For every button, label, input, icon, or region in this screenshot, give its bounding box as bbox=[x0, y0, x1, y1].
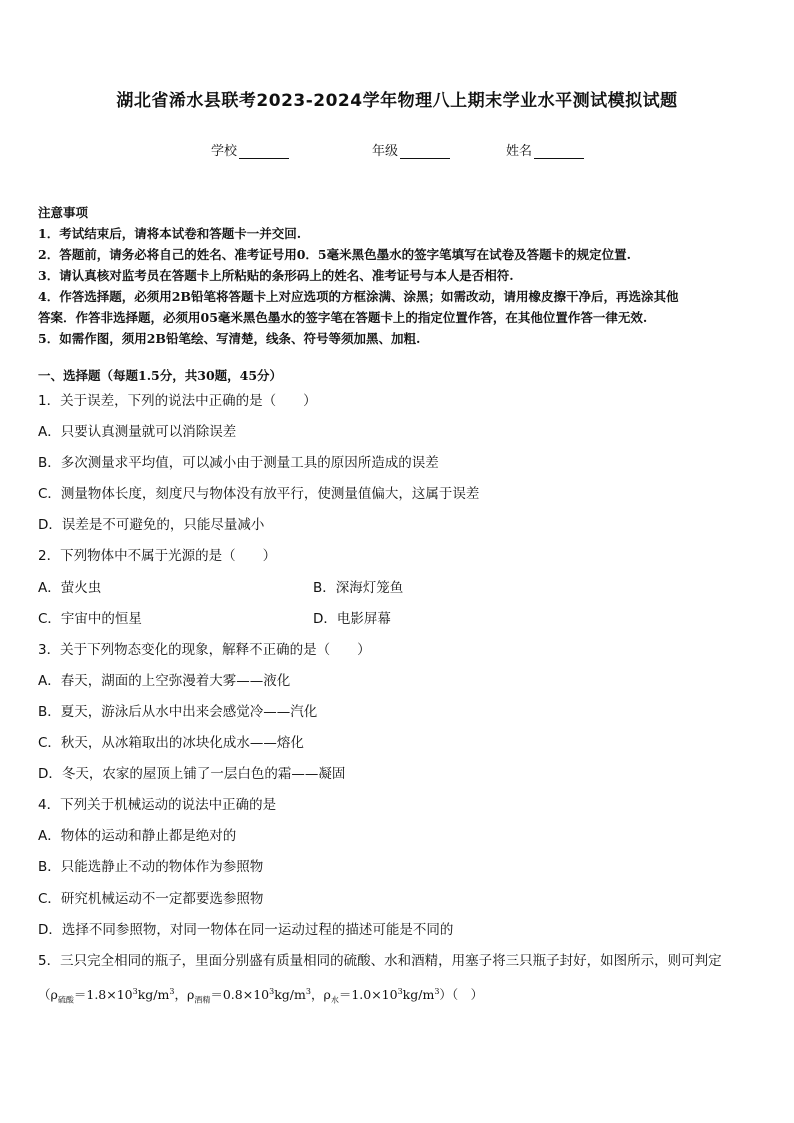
grade-label: 年级 bbox=[372, 144, 399, 159]
question-1-stem: 1．关于误差，下列的说法中正确的是（ ） bbox=[38, 393, 317, 409]
question-2-option-b: B．深海灯笼鱼 bbox=[313, 579, 404, 596]
question-1-option-a: A．只要认真测量就可以消除误差 bbox=[38, 424, 237, 441]
note-line: 3．请认真核对监考员在答题卡上所粘贴的条形码上的姓名、准考证号与本人是否相符. bbox=[38, 268, 514, 283]
question-3-option-a: A．春天，湖面的上空弥漫着大雾——液化 bbox=[38, 672, 291, 689]
question-2-row-cd bbox=[38, 608, 758, 639]
question-5-stem: 5．三只完全相同的瓶子，里面分别盛有质量相同的硫酸、水和酒精，用塞子将三只瓶子封好，如图所示，则可判定 bbox=[38, 952, 722, 969]
grade-field bbox=[372, 140, 450, 159]
note-line: 5．如需作图，须用2B铅笔绘、写清楚，线条、符号等须加黑、加粗. bbox=[38, 331, 421, 346]
student-info-row bbox=[0, 140, 794, 160]
note-line: 4．作答选择题，必须用2B铅笔将答题卡上对应选项的方框涂满、涂黑；如需改动，请用橡皮擦干净后，再选涂其他 bbox=[38, 289, 679, 304]
question-1-option-b: B．多次测量求平均值，可以减小由于测量工具的原因所造成的误差 bbox=[38, 455, 439, 472]
question-4-option-c: C．研究机械运动不一定都要选参照物 bbox=[38, 890, 264, 907]
note-line: 1．考试结束后，请将本试卷和答题卡一并交回. bbox=[38, 226, 302, 241]
question-4-option-d: D．选择不同参照物，对同一物体在同一运动过程的描述可能是不同的 bbox=[38, 921, 454, 938]
notes-block bbox=[38, 202, 758, 349]
note-line: 答案．作答非选择题，必须用05毫米黑色墨水的签字笔在答题卡上的指定位置作答，在其他位置作答一律无效. bbox=[38, 310, 648, 325]
question-3-option-d: D．冬天，农家的屋顶上铺了一层白色的霜——凝固 bbox=[38, 766, 346, 783]
section-heading: 一、选择题（每题1.5分，共30题，45分） bbox=[38, 368, 283, 383]
questions-area bbox=[38, 390, 758, 1012]
question-2-option-d: D．电影屏幕 bbox=[313, 610, 391, 627]
question-4-stem: 4．下列关于机械运动的说法中正确的是 bbox=[38, 797, 277, 814]
note-line: 2．答题前，请务必将自己的姓名、准考证号用0．5毫米黑色墨水的签字笔填写在试卷及答题卡的规定位置. bbox=[38, 247, 631, 262]
question-5-densities: （$\rho_{硫酸}=1.8\times 10^3kg/m^3$，$\rho_{酒精}=0.8\times 10^3kg/m^3$，$\rho_水=1.0\times 10^3kg/m^3$）（ ） bbox=[38, 986, 484, 1005]
question-4-option-a: A．物体的运动和静止都是绝对的 bbox=[38, 828, 237, 845]
question-1-option-d: D．误差是不可避免的，只能尽量减小 bbox=[38, 517, 265, 534]
school-label: 学校 bbox=[211, 144, 238, 159]
question-3-stem: 3．关于下列物态变化的现象，解释不正确的是（ ） bbox=[38, 641, 371, 658]
name-field bbox=[506, 140, 584, 159]
question-2-option-a: A．萤火虫 bbox=[38, 579, 102, 596]
school-blank bbox=[239, 145, 289, 159]
question-3-option-b: B．夏天，游泳后从水中出来会感觉冷——汽化 bbox=[38, 703, 318, 720]
notes-heading: 注意事项 bbox=[38, 205, 89, 220]
question-2-stem: 2．下列物体中不属于光源的是（ ） bbox=[38, 548, 277, 565]
question-2-option-c: C．宇宙中的恒星 bbox=[38, 610, 142, 627]
school-field bbox=[211, 140, 289, 159]
grade-blank bbox=[400, 145, 450, 159]
question-1-option-c: C．测量物体长度，刻度尺与物体没有放平行，使测量值偏大，这属于误差 bbox=[38, 486, 480, 503]
page-title: 湖北省浠水县联考2023-2024学年物理八上期末学业水平测试模拟试题 bbox=[116, 91, 678, 111]
name-label: 姓名 bbox=[506, 144, 533, 159]
question-3-option-c: C．秋天，从冰箱取出的冰块化成水——熔化 bbox=[38, 735, 304, 752]
name-blank bbox=[534, 145, 584, 159]
question-4-option-b: B．只能选静止不动的物体作为参照物 bbox=[38, 859, 264, 876]
question-2-row-ab bbox=[38, 577, 758, 608]
